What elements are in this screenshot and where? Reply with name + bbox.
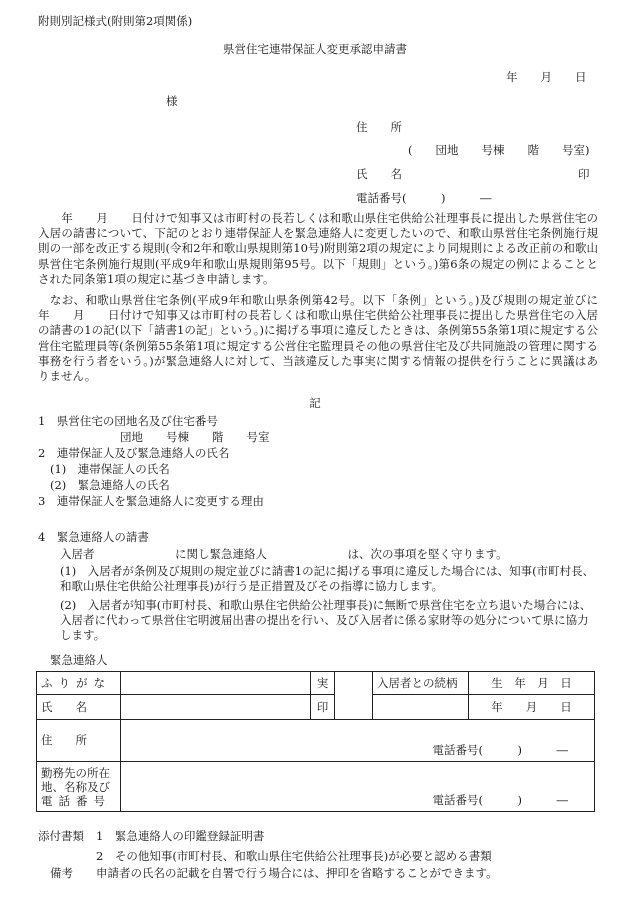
relation-field[interactable] <box>373 695 469 720</box>
name-field[interactable] <box>121 695 311 720</box>
ki-heading: 記 <box>309 396 321 410</box>
seal-bottom-label: 印 <box>311 695 335 720</box>
relation-label: 入居者との続柄 <box>373 672 469 695</box>
date-line: 年 月 日 <box>506 70 587 84</box>
workplace-phone-field[interactable]: 電話番号( ) ― <box>121 762 595 812</box>
item-4-2: (2) 入居者が知事(市町村長、和歌山県住宅供給公社理事長)に無断で県営住宅を立ち退いた場合には、入居者に代わって県営住宅明渡届出書の提出を行い、及び入居者に係る家財等の処分について県に協力します。 <box>60 598 592 643</box>
name-label: 氏 名 <box>37 695 121 720</box>
item-4-intro: 入居者 に関し緊急連絡人 は、次の事項を堅く守ります。 <box>60 547 508 561</box>
applicant-address-detail: ( 団地 号棟 階 号室) <box>408 143 590 157</box>
workplace-label: 勤務先の所在 地、名称及び 電話番号 <box>37 762 121 812</box>
item-1-sub: 団地 号棟 階 号室 <box>120 430 270 444</box>
emergency-caption: 緊急連絡人 <box>50 653 108 667</box>
consent-paragraph: なお、和歌山県営住宅条例(平成9年和歌山県条例第42号。以下「条例」という。)及び規則の規定並びに 年 月 日付けで知事又は市町村の長若しくは和歌山県住宅供給公社理事長に提出した県営住宅の入居の請書の1の記(以下「請書1の記」という。)に掲げる事項に違反したときは、条例第55条第1項に規定する公営住宅監理員等(条例第55条第1項に規定する公営住宅監理員その他の県営住宅及び共同施設の管理に関する事務を行う者をいう。)が緊急連絡人に対して、当該違反した事実に関する情報の提供を行うことに異議はありません。 <box>38 293 621 384</box>
seal-top-label: 実 <box>311 672 335 695</box>
request-paragraph: 年 月 日付けで知事又は市町村の長若しくは和歌山県住宅供給公社理事長に提出した県営住宅の入居の請書について、下記のとおり連帯保証人を緊急連絡人に変更したいので、和歌山県営住宅条例施行規則の一部を改正する規則(令和2年和歌山県規則第10号)附則第2項の規定により同規則による改正前の和歌山県営住宅条例施行規則(平成9年和歌山県規則第95号。以下「規則」という。)第6条の規定の例によることとされた同条第1項の規定に基づき申請します。 <box>38 211 598 286</box>
item-2-1: (1) 連帯保証人の氏名 <box>50 462 170 476</box>
attachment-1: 1 緊急連絡人の印鑑登録証明書 <box>96 829 265 843</box>
furigana-label: ふりがな <box>37 672 121 695</box>
applicant-name-label: 氏 名 <box>356 167 402 181</box>
item-4-1: (1) 入居者が条例及び規則の規定並びに請書1の記に掲げる事項に違反した場合には、知事(市町村長、和歌山県住宅供給公社理事長)が行う是正措置及びその指導に協力します。 <box>60 564 595 594</box>
applicant-phone: 電話番号( ) ― <box>356 191 492 205</box>
furigana-field[interactable] <box>121 672 311 695</box>
item-2: 2 連帯保証人及び緊急連絡人の氏名 <box>38 446 230 460</box>
seal-mark: 印 <box>578 167 590 181</box>
item-1: 1 県営住宅の団地名及び住宅番号 <box>38 414 218 428</box>
birth-label: 生 年 月 日 <box>469 672 595 695</box>
item-3: 3 連帯保証人を緊急連絡人に変更する理由 <box>38 494 264 508</box>
attachments-label: 添付書類 <box>38 829 84 843</box>
address-phone-field[interactable]: 電話番号( ) ― <box>121 720 595 762</box>
item-2-2: (2) 緊急連絡人の氏名 <box>50 478 170 492</box>
emergency-contact-table <box>36 671 595 812</box>
birth-date-field[interactable]: 年 月 日 <box>469 695 595 720</box>
address-label: 住 所 <box>37 720 121 762</box>
remark-text: 申請者の氏名の記載を自署で行う場合には、押印を省略することができます。 <box>96 866 498 880</box>
addressee-suffix: 様 <box>166 94 178 108</box>
attachment-2: 2 その他知事(市町村長、和歌山県住宅供給公社理事長)が必要と認める書類 <box>96 849 492 863</box>
form-label: 附則別記様式(附則第2項関係) <box>38 14 193 28</box>
remark-label: 備考 <box>50 866 73 880</box>
applicant-address-label: 住 所 <box>356 120 402 134</box>
form-title: 県営住宅連帯保証人変更承認申請書 <box>223 42 407 56</box>
seal-field[interactable] <box>335 672 373 720</box>
item-4: 4 緊急連絡人の請書 <box>38 530 149 544</box>
